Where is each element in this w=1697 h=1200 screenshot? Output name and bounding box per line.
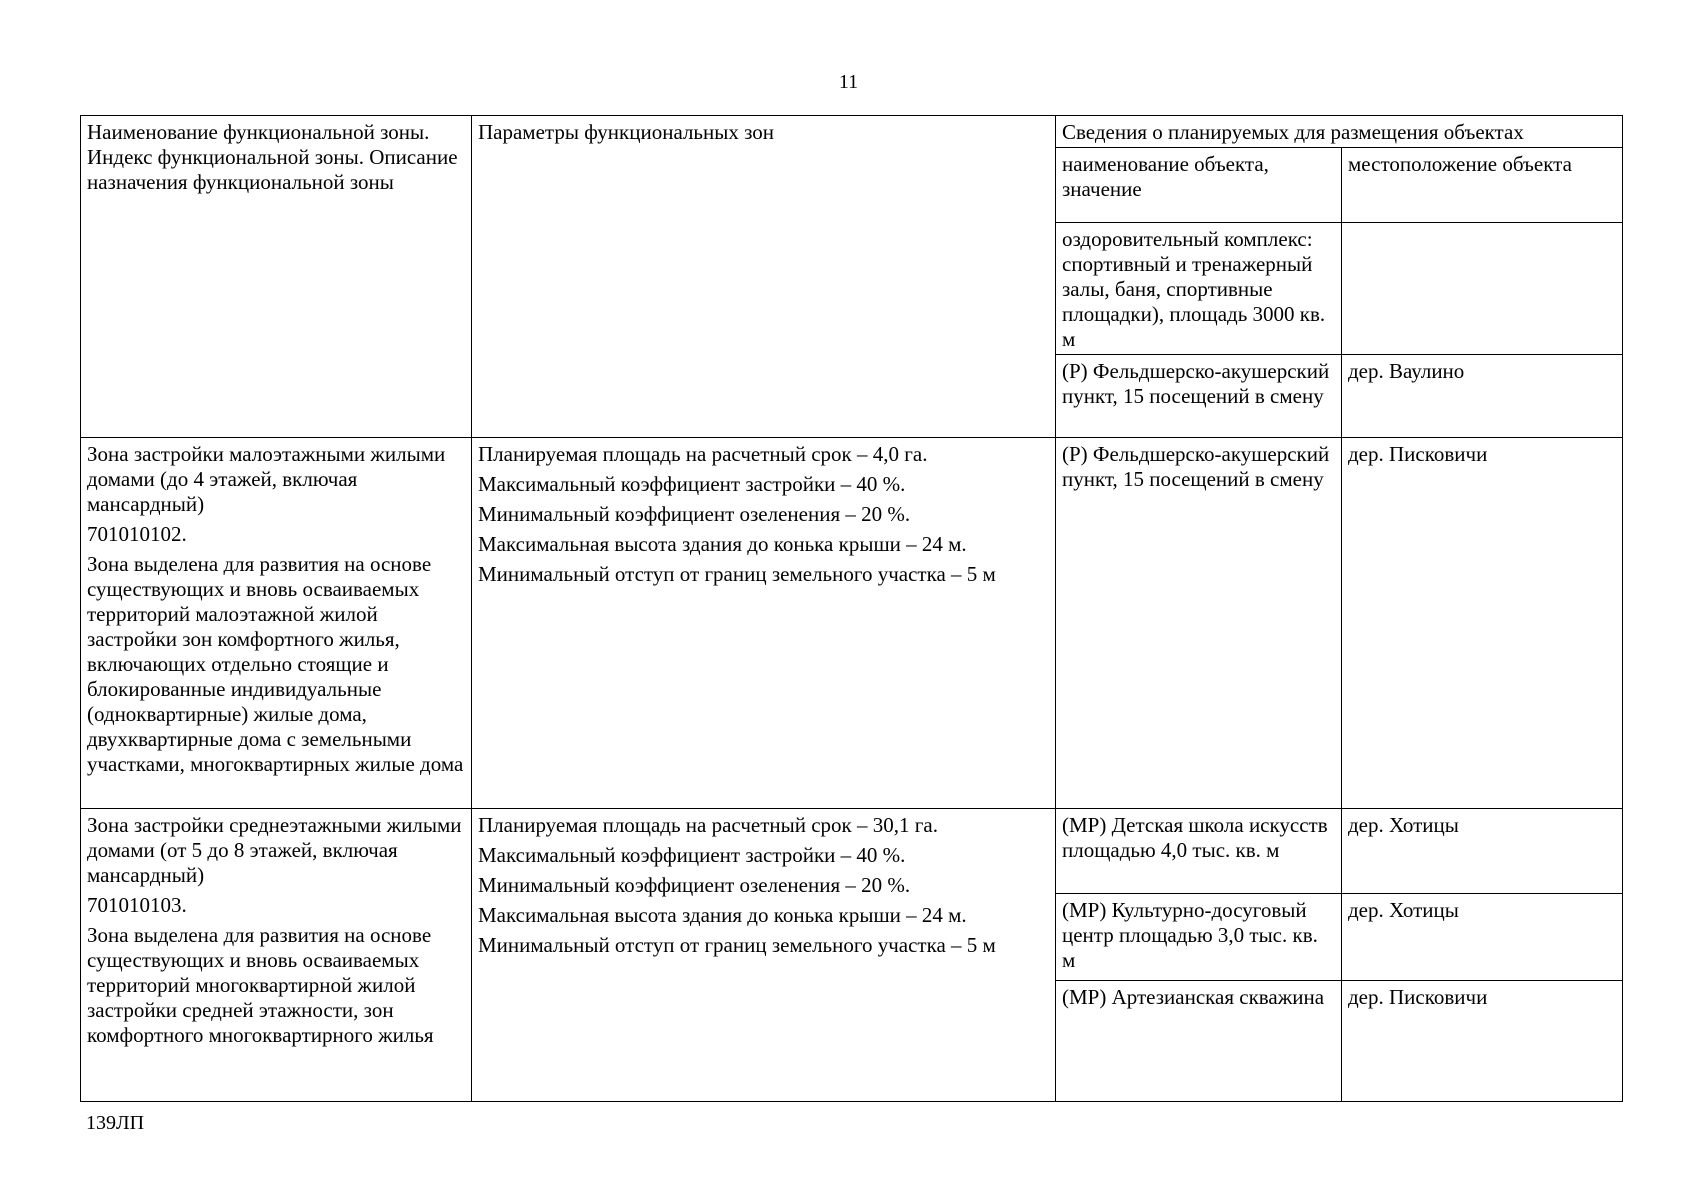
parameter-planned-area: Планируемая площадь на расчетный срок – 30,1 га.	[478, 813, 938, 837]
zone-name: Зона застройки среднеэтажными жилыми домами (от 5 до 8 этажей, включая мансардный)	[87, 813, 462, 887]
object-name-cell: (Р) Фельдшерско-акушерский пункт, 15 посещений в смену	[1056, 438, 1342, 809]
table-row	[81, 438, 1623, 809]
zone-index: 701010103.	[87, 893, 187, 917]
object-name-cell: оздоровительный комплекс: спортивный и тренажерный залы, баня, спортивные площадки), площадь 3000 кв. м	[1056, 223, 1342, 355]
functional-zones-table	[80, 115, 1623, 1102]
zone-parameters-cell	[472, 809, 1056, 1102]
object-name-cell: (Р) Фельдшерско-акушерский пункт, 15 посещений в смену	[1056, 355, 1342, 438]
zone-purpose: Зона выделена для развития на основе существующих и вновь осваиваемых территорий малоэтажной жилой застройки зон комфортного жилья, включающих отдельно стоящие и блокированные индивидуальные (одноквартирные) жилые дома, двухквартирные дома с земельными участками, многоквартирных жилые дома	[87, 552, 464, 776]
parameter-greening-coefficient: Минимальный коэффициент озеленения – 20 %.	[478, 873, 911, 897]
object-name-cell: (МР) Культурно-досуговый центр площадью 3,0 тыс. кв. м	[1056, 894, 1342, 981]
parameter-planned-area: Планируемая площадь на расчетный срок – 4,0 га.	[478, 442, 928, 466]
header-object-name: наименование объекта, значение	[1056, 148, 1342, 223]
zone-parameters-cell	[472, 438, 1056, 809]
header-zone-parameters: Параметры функциональных зон	[472, 116, 1056, 438]
parameter-greening-coefficient: Минимальный коэффициент озеленения – 20 %.	[478, 502, 911, 526]
parameter-building-coefficient: Максимальный коэффициент застройки – 40 %.	[478, 472, 906, 496]
zone-purpose: Зона выделена для развития на основе существующих и вновь осваиваемых территорий многоквартирной жилой застройки средней этажности, зон комфортного многоквартирного жилья	[87, 923, 434, 1047]
parameter-max-height: Максимальная высота здания до конька крыши – 24 м.	[478, 532, 967, 556]
object-name-cell: (МР) Детская школа искусств площадью 4,0 тыс. кв. м	[1056, 809, 1342, 894]
parameter-min-setback: Минимальный отступ от границ земельного участка – 5 м	[478, 933, 996, 957]
document-code: 139ЛП	[86, 1112, 145, 1134]
object-location-cell: дер. Писковичи	[1342, 438, 1623, 809]
table-row	[81, 809, 1623, 894]
object-location-cell	[1342, 223, 1623, 355]
object-location-cell: дер. Хотицы	[1342, 809, 1623, 894]
zone-index: 701010102.	[87, 522, 187, 546]
object-location-cell: дер. Писковичи	[1342, 981, 1623, 1102]
zone-name: Зона застройки малоэтажными жилыми домами (до 4 этажей, включая мансардный)	[87, 442, 446, 516]
header-planned-objects: Сведения о планируемых для размещения объектах	[1056, 116, 1623, 148]
header-zone-name: Наименование функциональной зоны. Индекс функциональной зоны. Описание назначения функциональной зоны	[81, 116, 472, 438]
object-location-cell: дер. Хотицы	[1342, 894, 1623, 981]
object-name-cell: (МР) Артезианская скважина	[1056, 981, 1342, 1102]
header-object-location: местоположение объекта	[1342, 148, 1623, 223]
zone-description-cell	[81, 438, 472, 809]
zone-description-cell	[81, 809, 472, 1102]
parameter-min-setback: Минимальный отступ от границ земельного участка – 5 м	[478, 562, 996, 586]
object-location-cell: дер. Ваулино	[1342, 355, 1623, 438]
table-header-row	[81, 116, 1623, 148]
parameter-max-height: Максимальная высота здания до конька крыши – 24 м.	[478, 903, 967, 927]
parameter-building-coefficient: Максимальный коэффициент застройки – 40 %.	[478, 843, 906, 867]
page-number: 11	[838, 71, 859, 93]
